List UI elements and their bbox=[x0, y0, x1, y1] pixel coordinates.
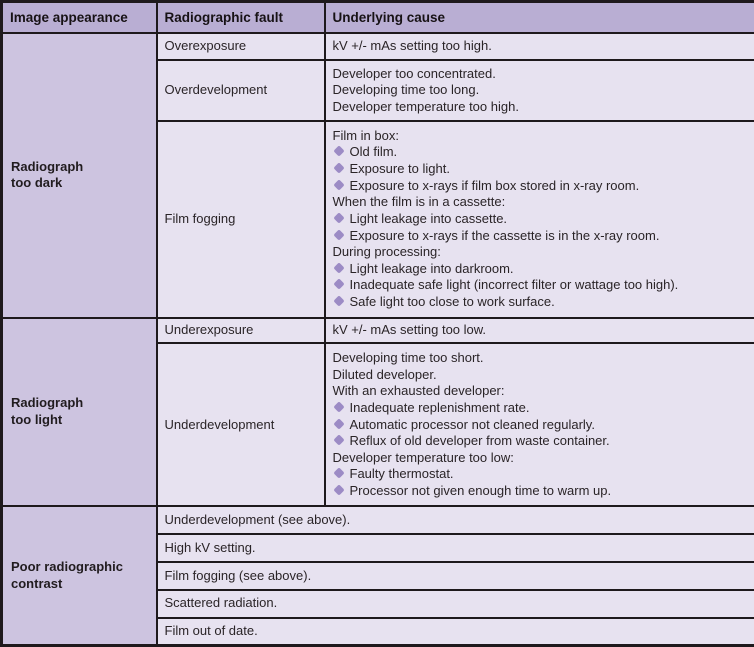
cause-line-text: Developing time too short. bbox=[332, 350, 484, 366]
bullet-diamond-icon bbox=[333, 418, 344, 429]
bullet-diamond-icon bbox=[333, 279, 344, 290]
cause-line-text: Exposure to light. bbox=[349, 161, 450, 177]
appearance-cell bbox=[2, 506, 157, 645]
cause-line bbox=[333, 322, 748, 339]
fault-cause-merged-cell: Underdevelopment (see above). bbox=[157, 506, 754, 534]
cause-line-text: Light leakage into darkroom. bbox=[349, 260, 514, 276]
bullet-diamond-icon bbox=[333, 484, 344, 495]
cause-bullet-line bbox=[333, 228, 748, 245]
appearance-cell bbox=[2, 318, 157, 507]
cause-line bbox=[333, 244, 748, 261]
cause-line-text: Film in box: bbox=[332, 127, 399, 143]
cause-bullet-line bbox=[333, 400, 748, 417]
table-row bbox=[2, 506, 754, 534]
bullet-diamond-icon bbox=[333, 468, 344, 479]
fault-cell: Underexposure bbox=[157, 318, 325, 344]
cause-bullet-line bbox=[333, 161, 748, 178]
cause-line bbox=[333, 350, 748, 367]
cause-line bbox=[333, 383, 748, 400]
cause-line-text: During processing: bbox=[332, 244, 441, 260]
cause-line bbox=[333, 367, 748, 384]
cause-line-text: Exposure to x-rays if film box stored in x-ray room. bbox=[349, 177, 640, 193]
cause-bullet-line bbox=[333, 466, 748, 483]
cause-bullet-line bbox=[333, 178, 748, 195]
cause-bullet-line bbox=[333, 294, 748, 311]
appearance-line: too light bbox=[11, 411, 63, 427]
bullet-diamond-icon bbox=[333, 162, 344, 173]
cause-line bbox=[333, 38, 748, 55]
cause-line-text: Developing time too long. bbox=[332, 82, 480, 98]
cause-line-text: Inadequate replenishment rate. bbox=[349, 399, 530, 415]
cause-bullet-line bbox=[333, 483, 748, 500]
cause-line bbox=[333, 82, 748, 99]
cause-bullet-line bbox=[333, 277, 748, 294]
header-radiographic-fault: Radiographic fault bbox=[157, 2, 325, 34]
cause-line bbox=[333, 128, 748, 145]
bullet-diamond-icon bbox=[333, 229, 344, 240]
appearance-line: contrast bbox=[11, 575, 63, 591]
bullet-diamond-icon bbox=[333, 295, 344, 306]
cause-line-text: Developer temperature too low: bbox=[332, 449, 514, 465]
fault-cell: Film fogging bbox=[157, 121, 325, 318]
cause-bullet-line bbox=[333, 211, 748, 228]
header-row bbox=[2, 2, 754, 34]
appearance-line: too dark bbox=[11, 175, 63, 191]
appearance-line: Radiograph bbox=[11, 395, 84, 411]
appearance-line: Poor radiographic bbox=[11, 559, 123, 575]
cause-line-text: When the film is in a cassette: bbox=[332, 194, 506, 210]
table-row bbox=[2, 33, 754, 60]
fault-cause-merged-cell: High kV setting. bbox=[157, 534, 754, 562]
cause-line bbox=[333, 66, 748, 83]
header-underlying-cause: Underlying cause bbox=[325, 2, 754, 34]
cause-line-text: kV +/- mAs setting too high. bbox=[332, 38, 492, 54]
header-image-appearance: Image appearance bbox=[2, 2, 157, 34]
cause-line-text: Safe light too close to work surface. bbox=[349, 294, 555, 310]
bullet-diamond-icon bbox=[333, 434, 344, 445]
cause-line-text: Developer temperature too high. bbox=[332, 98, 519, 114]
cause-line-text: With an exhausted developer: bbox=[332, 383, 505, 399]
cause-line bbox=[333, 194, 748, 211]
bullet-diamond-icon bbox=[333, 146, 344, 157]
fault-cell: Overdevelopment bbox=[157, 60, 325, 121]
fault-cell: Overexposure bbox=[157, 33, 325, 60]
cause-line bbox=[333, 99, 748, 116]
cause-line-text: Faulty thermostat. bbox=[349, 466, 454, 482]
cause-line-text: Automatic processor not cleaned regularly. bbox=[349, 416, 595, 432]
cause-bullet-line bbox=[333, 144, 748, 161]
bullet-diamond-icon bbox=[333, 401, 344, 412]
bullet-diamond-icon bbox=[333, 262, 344, 273]
appearance-cell bbox=[2, 33, 157, 317]
cause-bullet-line bbox=[333, 433, 748, 450]
fault-cause-merged-cell: Film fogging (see above). bbox=[157, 562, 754, 590]
cause-line-text: Processor not given enough time to warm up. bbox=[349, 483, 612, 499]
bullet-diamond-icon bbox=[333, 212, 344, 223]
bullet-diamond-icon bbox=[333, 179, 344, 190]
cause-cell bbox=[325, 318, 754, 344]
cause-bullet-line bbox=[333, 417, 748, 434]
cause-line-text: Developer too concentrated. bbox=[332, 65, 496, 81]
table-row bbox=[2, 318, 754, 344]
cause-line-text: Diluted developer. bbox=[332, 366, 437, 382]
fault-cell: Underdevelopment bbox=[157, 343, 325, 506]
fault-cause-merged-cell: Film out of date. bbox=[157, 618, 754, 646]
cause-cell bbox=[325, 60, 754, 121]
cause-cell bbox=[325, 343, 754, 506]
cause-cell bbox=[325, 33, 754, 60]
fault-cause-merged-cell: Scattered radiation. bbox=[157, 590, 754, 618]
cause-line-text: Inadequate safe light (incorrect filter or wattage too high). bbox=[349, 277, 679, 293]
cause-line-text: Light leakage into cassette. bbox=[349, 210, 508, 226]
cause-line-text: Reflux of old developer from waste container. bbox=[349, 433, 610, 449]
cause-line-text: Exposure to x-rays if the cassette is in the x-ray room. bbox=[349, 227, 660, 243]
cause-line-text: Old film. bbox=[349, 144, 398, 160]
appearance-line: Radiograph bbox=[11, 158, 84, 174]
cause-line bbox=[333, 450, 748, 467]
cause-line-text: kV +/- mAs setting too low. bbox=[332, 322, 487, 338]
cause-bullet-line bbox=[333, 261, 748, 278]
cause-cell bbox=[325, 121, 754, 318]
